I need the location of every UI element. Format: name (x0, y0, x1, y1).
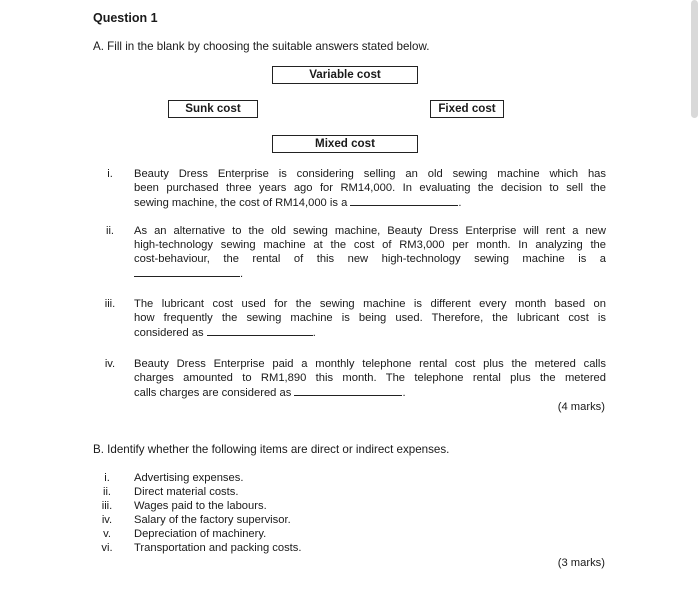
option-sunk-cost: Sunk cost (168, 100, 258, 118)
item-number: i. (107, 168, 113, 180)
item-line: considered as (134, 327, 204, 339)
item-end: . (458, 197, 462, 209)
item-line: how frequently the sewing machine is being used. Therefore, the lubricant cost is (134, 312, 606, 324)
option-mixed-cost: Mixed cost (272, 135, 418, 153)
item-number: iv. (104, 358, 116, 370)
item-line: high-technology sewing machine at the cost of RM3,000 per month. In analyzing the (134, 239, 606, 251)
item-line: Beauty Dress Enterprise paid a monthly telephone rental cost plus the metered calls (134, 358, 606, 370)
section-b-instruction: B. Identify whether the following items are direct or indirect expenses. (93, 443, 450, 456)
scrollbar[interactable] (691, 0, 698, 118)
item-line: As an alternative to the old sewing machine, Beauty Dress Enterprise will rent a new (134, 225, 606, 237)
item-end: . (240, 268, 244, 280)
answer-blank (134, 266, 240, 277)
item-line: Beauty Dress Enterprise is considering selling an old sewing machine which has (134, 168, 606, 180)
item-end: . (312, 327, 316, 339)
answer-blank (207, 325, 313, 336)
item-line: The lubricant cost used for the sewing machine is different every month based on (134, 298, 606, 310)
item-line: charges amounted to RM1,890 this month. The telephone rental plus the metered (134, 372, 606, 384)
section-a-instruction: A. Fill in the blank by choosing the suitable answers stated below. (93, 40, 430, 53)
document-page: Question 1 A. Fill in the blank by choosing the suitable answers stated below. Variable cost Sunk cost Fixed cost Mixed cost i. Beauty Dress Enterprise is considering selling an old sewing machine which has been purchased three years ago for RM14,000. In evaluating the decision to sell the sewing machine, the cost of RM14,000 is a . ii. As an alternative to the old sewing machine, Beauty Dress Enterprise will rent a new high-technology sewing machine at the cost of RM3,000 per month. In analyzing the cost-behaviour, the rental of this new high-technology sewing machine is a . iii. The lubricant cost used for the sewing machine is different every month based on how frequently the sewing machine is being used. Therefore, the lubricant cost is considered as . iv. Beauty Dress Enterprise paid a monthly telephone rental cost plus the metered calls charges amounted to RM1,890 this month. The telephone rental plus the metered calls charges are considered as . (4 marks) B. Identify whether the following items are direct or indirect expenses. i. Advertising expenses. ii. Direct material costs. iii. Wages paid to the labours. iv. Salary of the factory supervisor. v. Depreciation of machinery. vi. Transportation and packing costs. (3 marks) (0, 0, 700, 596)
question-title: Question 1 (93, 11, 158, 25)
item-number: ii. (105, 225, 115, 237)
option-variable-cost: Variable cost (272, 66, 418, 84)
item-line: sewing machine, the cost of RM14,000 is a (134, 197, 348, 209)
answer-blank (350, 195, 458, 206)
item-line: calls charges are considered as (134, 387, 292, 399)
item-number: iii. (104, 298, 116, 310)
answer-blank (294, 385, 402, 396)
item-line: cost-behaviour, the rental of this new high-technology sewing machine is a (134, 253, 606, 265)
option-fixed-cost: Fixed cost (430, 100, 504, 118)
item-line: been purchased three years ago for RM14,000. In evaluating the decision to sell the (134, 182, 606, 194)
section-b-marks: (3 marks) (557, 557, 605, 569)
item-end: . (402, 387, 406, 399)
section-a-marks: (4 marks) (557, 401, 605, 413)
